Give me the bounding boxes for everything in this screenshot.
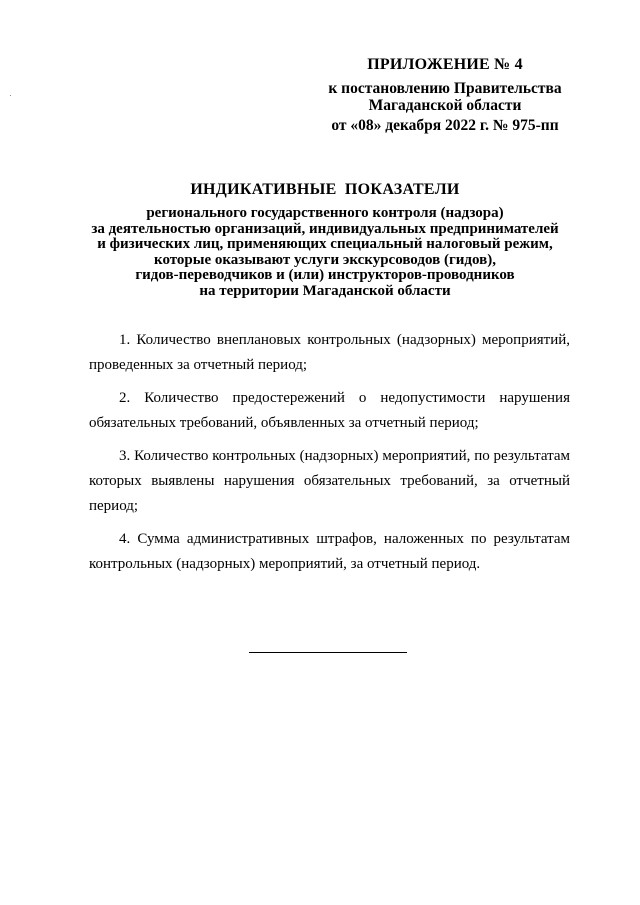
indicator-list	[89, 328, 570, 585]
paragraph-line: которых выявлены нарушения обязательных требований, за отчетный	[89, 473, 570, 489]
subtitle-line: гидов-переводчиков и (или) инструкторов-проводников	[135, 267, 515, 284]
paragraph-line: 2. Количество предостережений о недопустимости нарушения	[119, 390, 570, 406]
appendix-reference-line-2: Магаданской области	[368, 97, 522, 114]
indicator-item-4	[89, 527, 570, 577]
subtitle-line: которые оказывают услуги экскурсоводов (гидов),	[154, 251, 496, 268]
subtitle-line: регионального государственного контроля (надзора)	[146, 205, 504, 221]
paragraph-line: 4. Сумма административных штрафов, наложенных по результатам	[119, 531, 570, 547]
paragraph-line: проведенных за отчетный период;	[89, 357, 308, 373]
closing-divider	[249, 652, 407, 653]
subtitle-line: за деятельностью организаций, индивидуальных предпринимателей	[91, 220, 559, 237]
paragraph-line: контрольных (надзорных) мероприятий, за отчетный период.	[89, 556, 481, 572]
indicator-item-1	[89, 328, 570, 378]
document-title: ИНДИКАТИВНЫЕ ПОКАЗАТЕЛИ	[190, 181, 460, 198]
paragraph-line: 1. Количество внеплановых контрольных (надзорных) мероприятий,	[119, 332, 570, 348]
paragraph-line: обязательных требований, объявленных за отчетный период;	[89, 415, 479, 431]
appendix-reference-line-1: к постановлению Правительства	[328, 80, 562, 97]
subtitle-line: на территории Магаданской области	[199, 282, 451, 299]
paragraph-line: период;	[89, 498, 139, 514]
indicator-item-3	[89, 444, 570, 519]
scan-speck	[10, 95, 11, 96]
appendix-reference-line-3: от «08» декабря 2022 г. № 975-пп	[331, 117, 559, 134]
appendix-title: ПРИЛОЖЕНИЕ № 4	[367, 56, 523, 73]
paragraph-line: 3. Количество контрольных (надзорных) мероприятий, по результатам	[119, 448, 570, 464]
indicator-item-2	[89, 386, 570, 436]
document-subtitle	[80, 206, 570, 300]
subtitle-line: и физических лиц, применяющих специальный налоговый режим,	[97, 236, 553, 253]
